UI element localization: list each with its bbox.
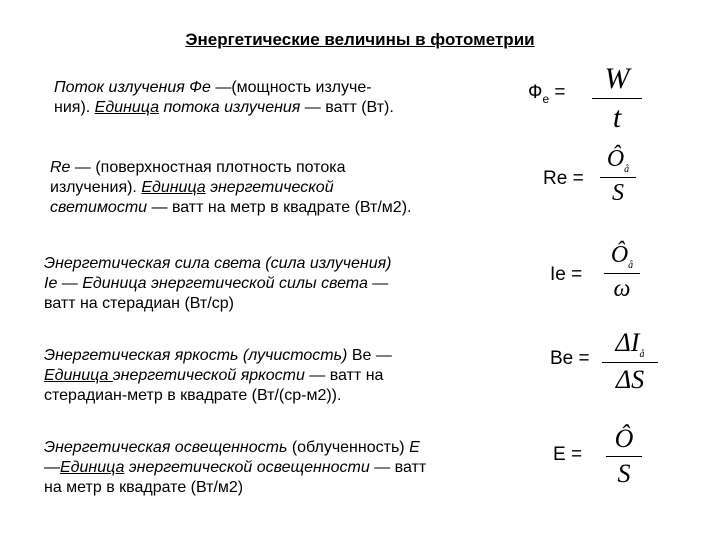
numerator-subscript: å (624, 163, 630, 175)
definition-line (44, 386, 392, 406)
definition-line (44, 478, 426, 498)
text-segment: Энергетическая сила света (сила излучения) (44, 255, 392, 272)
definition-line (44, 346, 392, 366)
equals-sign: = (554, 82, 566, 103)
text-segment: Поток излучения Фе (54, 79, 216, 96)
page-title: Энергетические величины в фотометрии (185, 30, 535, 49)
definition-line (44, 274, 391, 294)
definition-line (50, 198, 411, 218)
symbol-irradiance (553, 444, 582, 466)
quantity-symbol: Re (543, 168, 568, 189)
text-segment: стерадиан-метр в квадрате (Вт/(ср-м2)). (44, 387, 342, 404)
definition-radiant-exitance (50, 158, 411, 218)
text-segment: ватт на стерадиан (Вт/ср) (44, 295, 234, 312)
text-segment: Re (50, 159, 71, 176)
text-segment: Единица (94, 99, 159, 116)
text-segment: энергетической (205, 179, 334, 196)
text-segment: Be — (351, 347, 392, 364)
fraction-bar (602, 362, 658, 363)
definition-line (44, 438, 426, 458)
fraction-numerator (592, 62, 642, 96)
symbol-subscript: е (542, 91, 550, 106)
numerator-symbol: Ô (614, 424, 634, 453)
fraction-denominator: S (617, 459, 631, 488)
symbol-radiant-flux (528, 82, 566, 106)
text-segment: Единица (44, 367, 113, 384)
quantity-symbol: E (553, 444, 566, 465)
quantity-symbol: Ф (528, 82, 543, 103)
text-segment: энергетической яркости (112, 367, 305, 384)
formula-irradiance (606, 424, 642, 489)
fraction-numerator (606, 424, 642, 454)
definition-irradiance (44, 438, 426, 498)
quantity-symbol: Be (550, 348, 574, 369)
formula-radiant-exitance (600, 146, 636, 207)
numerator-subscript: å (628, 259, 634, 271)
equals-sign: = (578, 348, 590, 369)
definition-line (54, 98, 394, 118)
symbol-radiant-exitance (543, 168, 584, 190)
symbol-radiance (550, 348, 590, 370)
text-segment: на метр в квадрате (Вт/м2) (44, 479, 244, 496)
equals-sign: = (571, 264, 583, 285)
definition-line (50, 178, 411, 198)
fraction-bar (606, 456, 642, 457)
quantity-symbol: Ie (550, 264, 566, 285)
fraction-numerator (602, 328, 658, 360)
text-segment: — ватт (Вт). (300, 99, 394, 116)
equals-sign: = (570, 444, 583, 465)
symbol-radiant-intensity (550, 264, 582, 286)
formula-radiant-intensity (604, 242, 640, 303)
fraction-bar (592, 98, 642, 99)
numerator-symbol: ΔI (615, 328, 640, 357)
equals-sign: = (572, 168, 584, 189)
text-segment: Энергетическая освещенность (44, 439, 292, 456)
definition-line (44, 458, 426, 478)
text-segment: энергетической освещенности (124, 459, 370, 476)
text-segment: — ватт (369, 459, 427, 476)
text-segment: излучения). (50, 179, 142, 196)
definition-radiance (44, 346, 392, 406)
text-segment: светимости (50, 199, 148, 216)
numerator-symbol: W (604, 62, 630, 95)
fraction-bar (604, 273, 640, 274)
text-segment: Единица (60, 459, 125, 476)
formula-radiant-flux (592, 62, 642, 135)
text-segment: —(мощность излуче- (215, 79, 372, 96)
text-segment: Энергетическая яркость (лучистость) (44, 347, 352, 364)
definition-radiant-flux (54, 78, 394, 118)
text-segment: Ie — Единица энергетической силы света — (44, 275, 389, 292)
text-segment: (облученность) (291, 439, 410, 456)
fraction-denominator: t (612, 101, 622, 134)
text-segment: E (409, 439, 420, 456)
definition-line (50, 158, 411, 178)
text-segment: — (поверхностная плотность потока (70, 159, 346, 176)
text-segment: Единица (141, 179, 206, 196)
definition-line (44, 254, 391, 274)
text-segment: потока излучения (159, 99, 301, 116)
fraction-denominator: ΔS (615, 365, 645, 395)
fraction-numerator (600, 146, 636, 175)
fraction-denominator: ω (613, 275, 631, 302)
formula-radiance (602, 328, 658, 395)
text-segment: — ватт на (304, 367, 384, 384)
definition-radiant-intensity (44, 254, 391, 314)
fraction-denominator: S (612, 179, 624, 206)
fraction-bar (600, 177, 636, 178)
numerator-symbol: Ô (606, 146, 625, 172)
definition-line (44, 294, 391, 314)
numerator-symbol: Ô (610, 242, 629, 268)
definition-line (54, 78, 394, 98)
text-segment: ния). (54, 99, 95, 116)
numerator-subscript: å (639, 349, 645, 361)
fraction-numerator (604, 242, 640, 271)
definition-line (44, 366, 392, 386)
text-segment: — (44, 459, 60, 476)
text-segment: — ватт на метр в квадрате (Вт/м2). (147, 199, 412, 216)
